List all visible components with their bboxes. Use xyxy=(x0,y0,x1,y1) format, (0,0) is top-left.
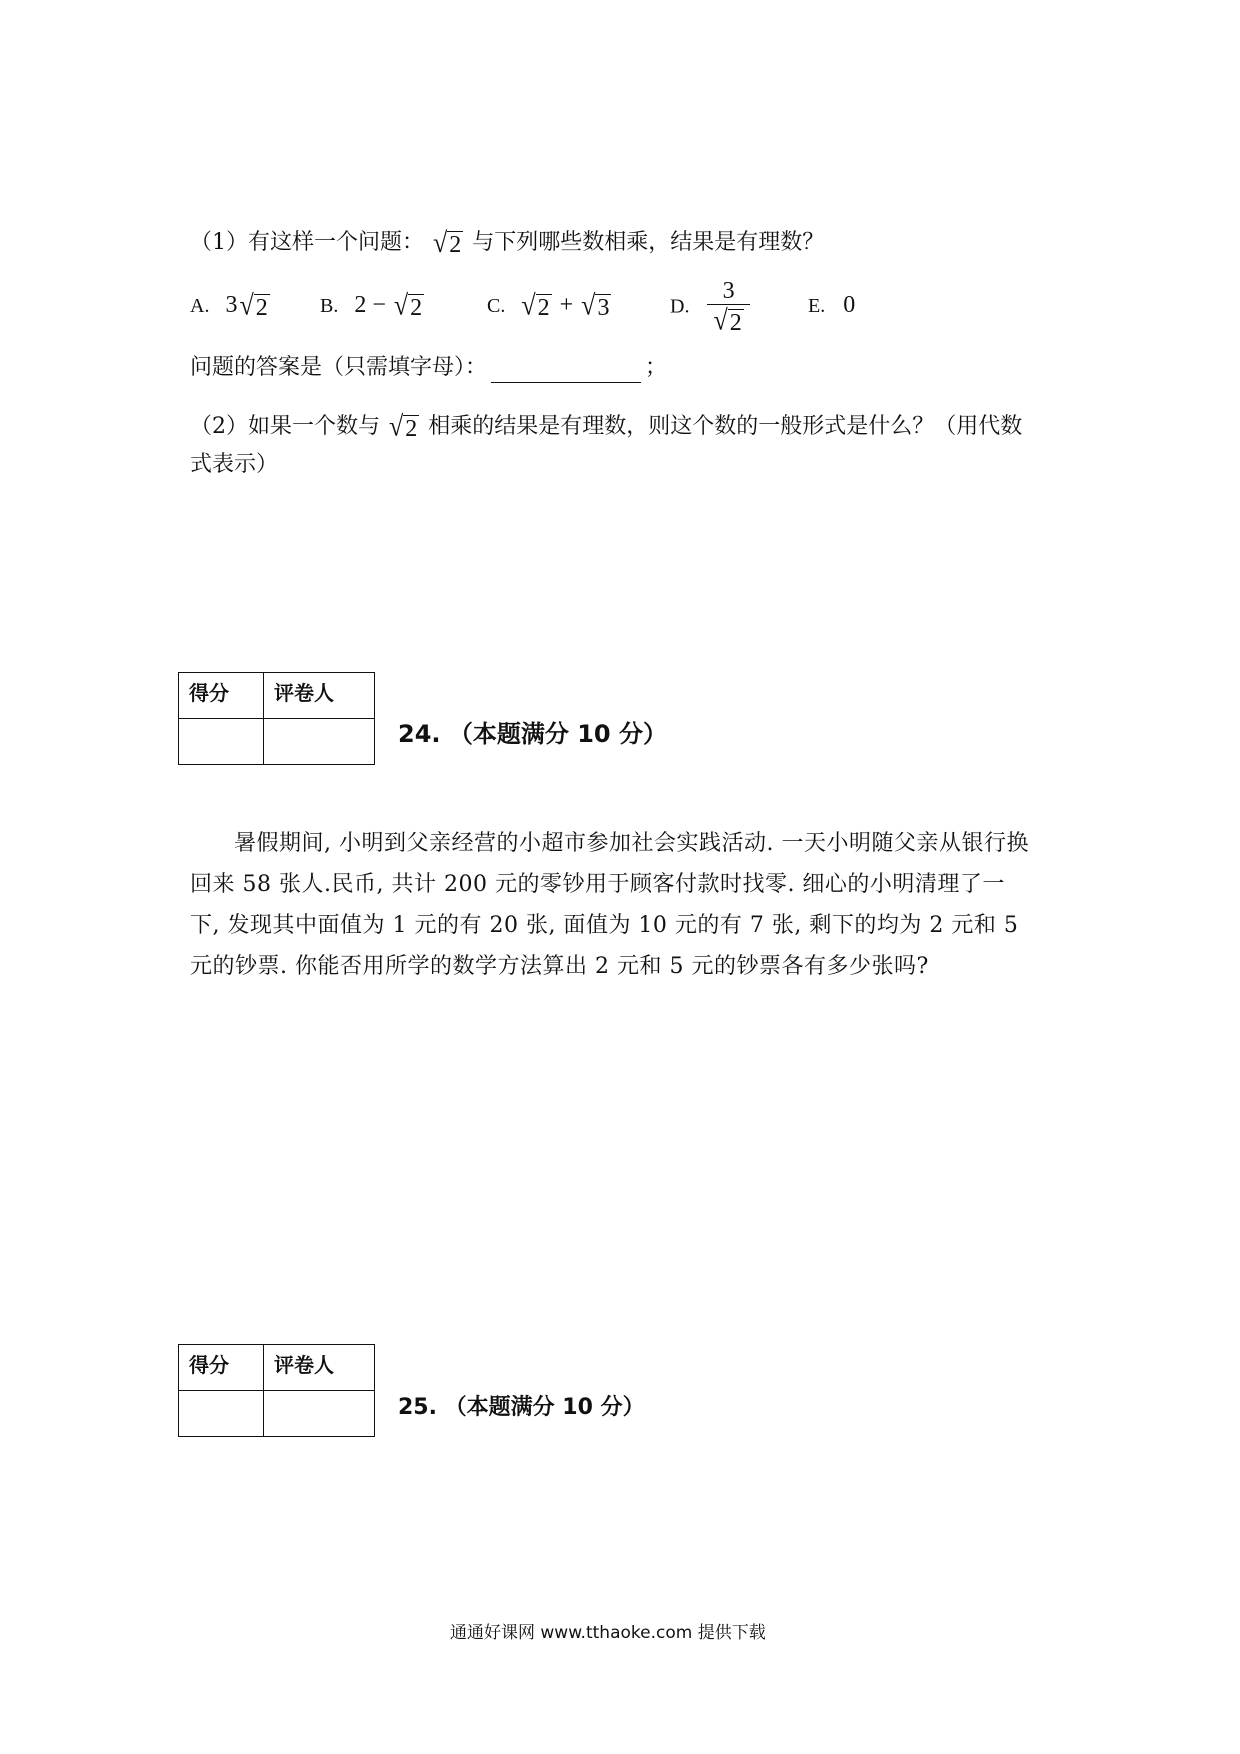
q23-part1 xyxy=(190,225,825,258)
option-c: C. √ 2 + √ 3 xyxy=(487,289,610,322)
score-table-25 xyxy=(178,1344,375,1437)
score-table-24 xyxy=(178,672,375,765)
option-e: E. 0 xyxy=(808,292,856,318)
option-a: A. 3 √ 2 xyxy=(190,289,268,322)
grader-cell[interactable] xyxy=(264,719,375,765)
answer-blank[interactable] xyxy=(491,356,641,383)
q23-part1-prefix: （1）有这样一个问题： xyxy=(190,230,424,255)
answer-prompt: 问题的答案是（只需填字母）： xyxy=(190,355,488,380)
score-cell[interactable] xyxy=(179,1391,264,1437)
grader-cell[interactable] xyxy=(264,1391,375,1437)
footer-text: 通通好课网 www.tthaoke.com 提供下载 xyxy=(450,1623,766,1643)
score-label: 得分 xyxy=(189,681,229,705)
grader-label: 评卷人 xyxy=(274,681,334,705)
sqrt-2: √ 2 xyxy=(433,225,462,258)
q24-body: 暑假期间, 小明到父亲经营的小超市参加社会实践活动. 一天小明随父亲从银行换回来 58 张人.民币, 共计 200 元的零钞用于顾客付款时找零. 细心的小明清理了一下, 发现其中面值为 1 元的有 20 张, 面值为 10 元的有 7 张, 剩下的均为 2 元和 5 元的钞票. 你能否用所学的数学方法算出 2 元和 5 元的钞票各有多少张吗? xyxy=(190,831,1029,979)
q23-part1-suffix: 与下列哪些数相乘，结果是有理数？ xyxy=(472,230,825,255)
option-b: B. 2 − √ 2 xyxy=(320,289,423,322)
sqrt-2: √ 2 xyxy=(389,409,418,442)
fraction: 3 √ 2 xyxy=(707,278,749,336)
score-label: 得分 xyxy=(189,1353,229,1377)
score-cell[interactable] xyxy=(179,719,264,765)
answer-line: 问题的答案是（只需填字母）： ； xyxy=(190,353,667,383)
grader-label: 评卷人 xyxy=(274,1353,334,1377)
q23-part2-line2: 式表示） xyxy=(190,452,279,477)
q23-part2: （2）如果一个数与 √ 2 相乘的结果是有理数，则这个数的一般形式是什么？（用代数 xyxy=(190,409,1023,442)
option-d: D. 3 √ 2 xyxy=(670,278,750,336)
q24-heading: 24. （本题满分 10 分） xyxy=(398,720,667,748)
q25-heading: 25. （本题满分 10 分） xyxy=(398,1395,645,1420)
